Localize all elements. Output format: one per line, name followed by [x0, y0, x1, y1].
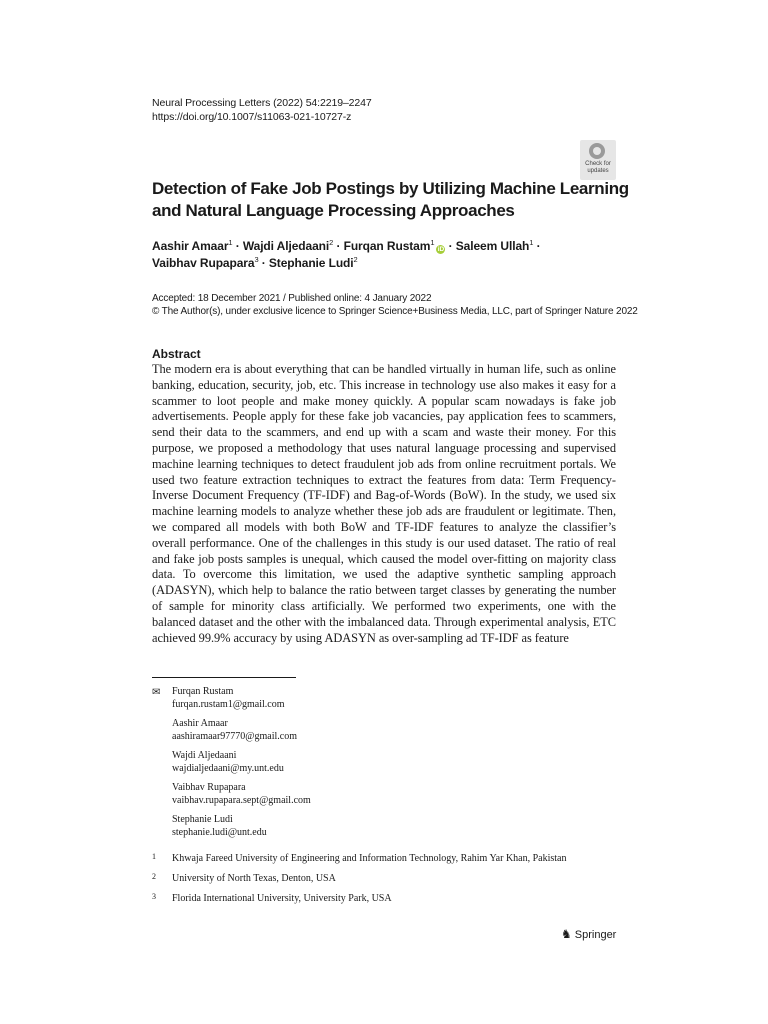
contact-entry — [172, 750, 284, 775]
contact-name: Vaibhav Rupapara — [172, 782, 246, 793]
journal-citation: Neural Processing Letters (2022) 54:2219–2247 — [152, 97, 372, 109]
author-separator: · — [333, 239, 344, 253]
contact-email[interactable]: aashiramaar97770@gmail.com — [172, 730, 297, 742]
contact-name: Stephanie Ludi — [172, 814, 233, 825]
affiliation-text: Florida International University, University Park, USA — [172, 893, 392, 904]
author-affiliation-mark: 2 — [353, 255, 358, 264]
orcid-icon[interactable]: iD — [437, 246, 445, 253]
author-name[interactable]: Vaibhav Rupapara — [152, 256, 255, 270]
badge-line-1: Check for — [585, 161, 611, 167]
author-separator: · — [533, 239, 541, 253]
affiliation-text: University of North Texas, Denton, USA — [172, 873, 336, 884]
contact-name: Furqan Rustam — [172, 686, 234, 697]
springer-horse-icon: ♞ — [561, 927, 572, 941]
doi-link[interactable]: https://doi.org/10.1007/s11063-021-10727-z — [152, 111, 352, 123]
contact-entry — [172, 718, 297, 743]
author-list — [152, 238, 541, 272]
author-affiliation-mark: 2 — [329, 238, 334, 247]
author-affiliation-mark: 1 — [430, 238, 435, 247]
affiliation-text: Khwaja Fareed University of Engineering and Information Technology, Rahim Yar Khan, Pakistan — [172, 853, 567, 864]
affiliation-number: 3 — [152, 892, 156, 901]
contact-email[interactable]: wajdialjedaani@my.unt.edu — [172, 762, 284, 774]
footnote-divider — [152, 677, 296, 678]
author-line-1 — [152, 238, 541, 255]
contact-entry — [172, 814, 267, 839]
badge-line-2: updates — [587, 167, 609, 174]
contact-name: Aashir Amaar — [172, 718, 228, 729]
contact-email[interactable]: stephanie.ludi@unt.edu — [172, 826, 267, 838]
contact-entry — [172, 782, 311, 807]
abstract-heading: Abstract — [152, 347, 201, 361]
author-affiliation-mark: 3 — [254, 255, 259, 264]
abstract-text: The modern era is about everything that can be handled virtually in human life, such as online banking, education, security, job, etc. This increase in technology use also makes it easy for a scammer to loot people and make money quickly. A popular scam nowadays is fake job advertisements. People apply for these fake job vacancies, pay application fees to scammers, send their data to the scammers, and end up with a scam and waste their money. For this purpose, we proposed a methodology that uses natural language processing and supervised machine learning techniques to detect fraudulent job ads from online recruitment portals. We used two feature extraction techniques to extract the features from data: Term Frequency-Inverse Document Frequency (TF-IDF) and Bag-of-Words (BoW). In the study, we used six machine learning models to analyze whether these job ads are fraudulent or legitimate. Then, we compared all models with both BoW and TF-IDF features to analyze the classifier’s overall performance. One of the challenges in this study is our used dataset. The ratio of real and fake job posts samples is unequal, which caused the model over-fitting on majority class data. To overcome this limitation, we used the adaptive synthetic sampling approach (ADASYN), which help to balance the ratio between target classes by generating the number of sample for minority class artificially. We performed two experiments, one with the balanced dataset and the other with the imbalanced data. Through experimental analysis, ETC achieved 99.9% accuracy by using ADASYN as over-sampling ad TF-IDF as feature — [152, 362, 616, 645]
accepted-published-dates: Accepted: 18 December 2021 / Published online: 4 January 2022 — [152, 293, 432, 304]
author-name[interactable]: Aashir Amaar — [152, 239, 229, 253]
journal-header — [152, 96, 372, 124]
author-name[interactable]: Stephanie Ludi — [268, 256, 354, 270]
publisher-name: Springer — [574, 929, 617, 941]
title-line-1: Detection of Fake Job Postings by Utilizing Machine Learning — [152, 179, 629, 198]
publisher-footer — [561, 927, 616, 942]
title-line-2: and Natural Language Processing Approaches — [152, 201, 515, 220]
copyright-notice: © The Author(s), under exclusive licence to Springer Science+Business Media, LLC, part of Springer Nature 2022 — [152, 306, 638, 317]
author-affiliation-mark: 1 — [228, 238, 233, 247]
author-line-2 — [152, 255, 541, 272]
affiliation-number: 1 — [152, 852, 156, 861]
publication-dates — [152, 292, 638, 318]
check-for-updates-icon — [589, 143, 605, 159]
contact-email[interactable]: furqan.rustam1@gmail.com — [172, 698, 285, 710]
author-separator: · — [232, 239, 243, 253]
author-name[interactable]: Saleem Ullah — [455, 239, 530, 253]
contact-name: Wajdi Aljedaani — [172, 750, 237, 761]
author-name[interactable]: Wajdi Aljedaani — [242, 239, 330, 253]
affiliation-number: 2 — [152, 872, 156, 881]
contact-entry — [172, 686, 285, 711]
author-separator: · — [258, 256, 269, 270]
contact-email[interactable]: vaibhav.rupapara.sept@gmail.com — [172, 794, 311, 806]
author-affiliation-mark: 1 — [529, 238, 534, 247]
envelope-icon: ✉ — [152, 687, 161, 698]
check-for-updates-badge[interactable] — [580, 140, 616, 180]
paper-title — [152, 178, 629, 222]
author-separator: · — [445, 239, 456, 253]
author-name[interactable]: Furqan Rustam — [343, 239, 431, 253]
